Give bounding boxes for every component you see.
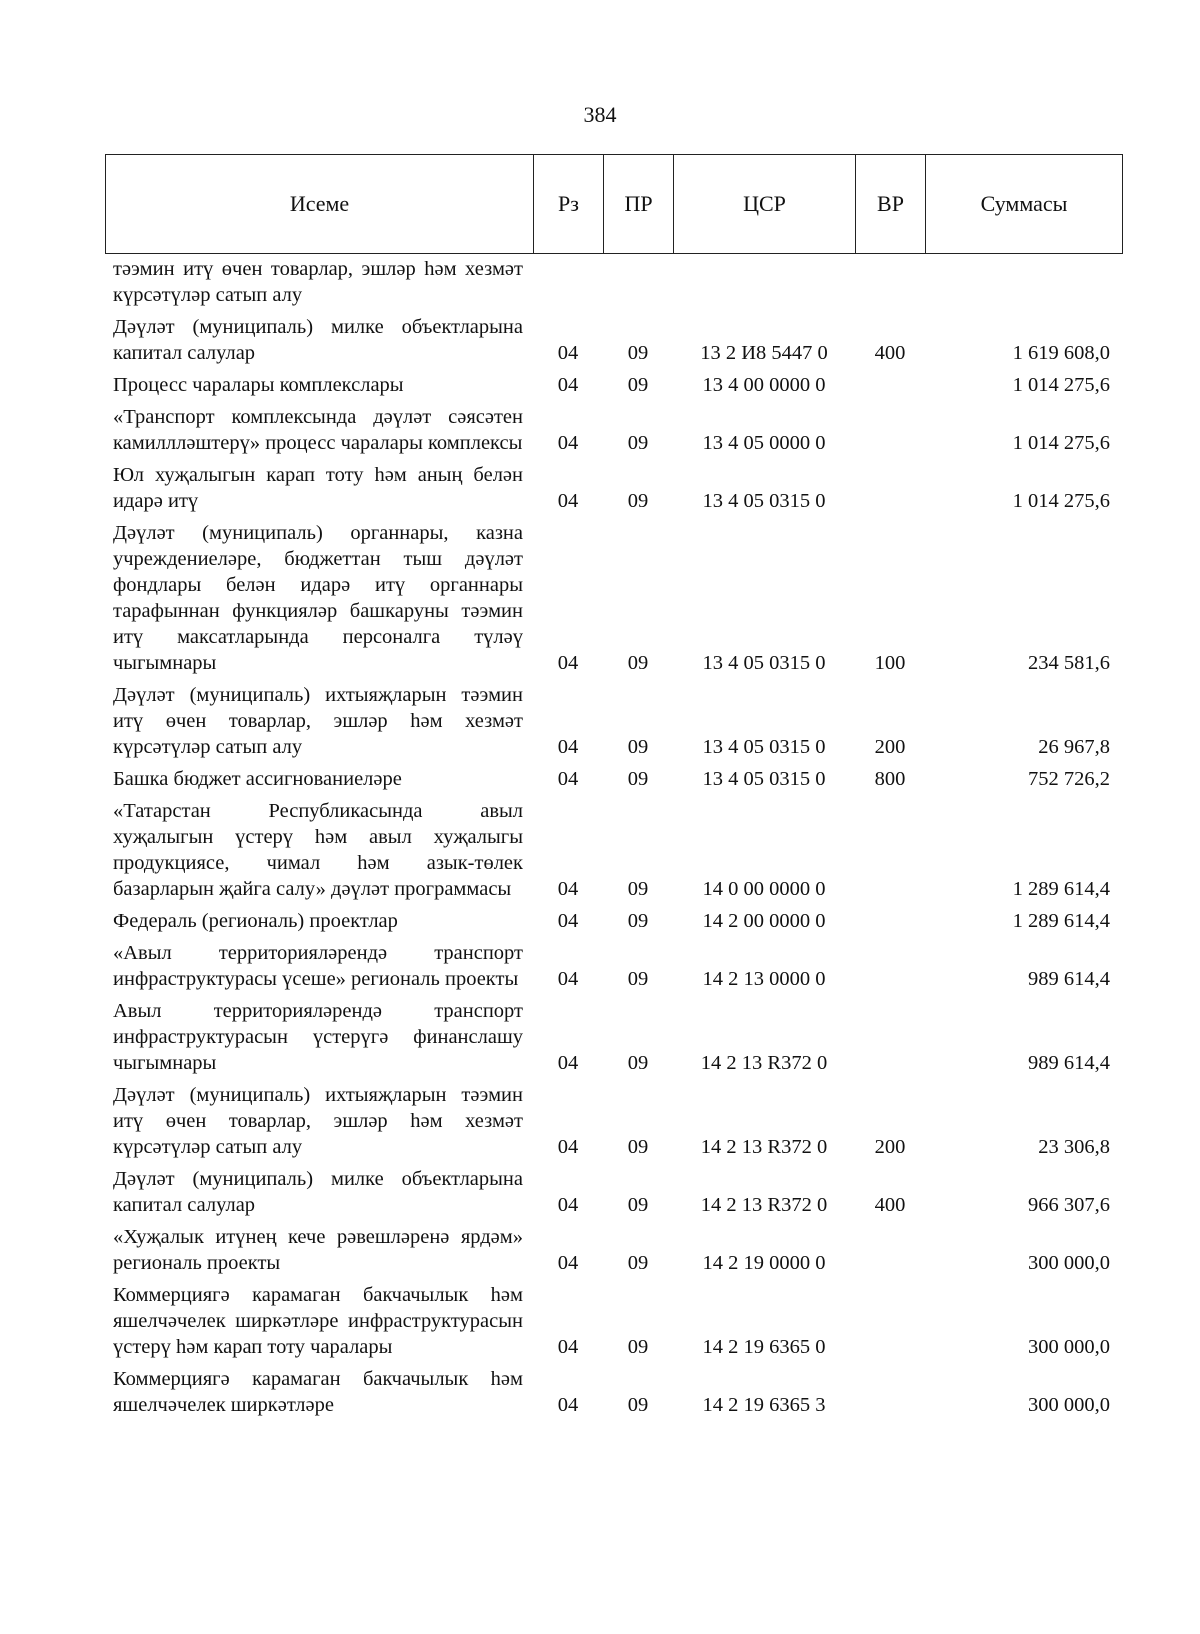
cell-csr: 13 4 05 0315 0	[702, 652, 826, 674]
cell-csr: 13 4 00 0000 0	[702, 374, 826, 396]
cell-csr: 14 2 19 0000 0	[702, 1252, 826, 1274]
cell-pr: 09	[627, 432, 649, 454]
cell-csr: 13 4 05 0000 0	[702, 432, 826, 454]
table-row	[105, 682, 1122, 760]
header-vr: ВР	[856, 155, 926, 254]
cell-csr: 13 4 05 0315 0	[702, 768, 826, 790]
cell-name: «Татарстан Республикасында авыл хуҗалыгын үстерү һәм авыл хуҗалыгы продукциясе, чимал һәм азык-төлек базарларын җайга салу» дәүләт программасы	[113, 800, 523, 900]
cell-sum: 1 289 614,4	[1012, 910, 1110, 932]
cell-sum: 966 307,6	[1028, 1194, 1110, 1216]
cell-csr: 14 2 00 0000 0	[702, 910, 826, 932]
cell-pr: 09	[627, 768, 649, 790]
cell-csr: 13 4 05 0315 0	[702, 736, 826, 758]
cell-pr: 09	[627, 1194, 649, 1216]
cell-sum: 1 014 275,6	[1012, 490, 1110, 512]
header-name: Исеме	[106, 155, 534, 254]
cell-sum: 1 014 275,6	[1012, 432, 1110, 454]
cell-vr: 100	[874, 652, 906, 674]
cell-name: «Хуҗалык итүнең кече рәвешләренә ярдәм» региональ проекты	[113, 1226, 523, 1274]
cell-pr: 09	[627, 1136, 649, 1158]
table-row	[105, 404, 1122, 456]
cell-pr: 09	[627, 374, 649, 396]
header-pr: ПР	[604, 155, 674, 254]
cell-rz: 04	[557, 490, 579, 512]
cell-rz: 04	[557, 1052, 579, 1074]
cell-rz: 04	[557, 432, 579, 454]
cell-pr: 09	[627, 342, 649, 364]
cell-csr: 14 2 13 0000 0	[702, 968, 826, 990]
cell-name: Коммерциягә карамаган бакчачылык һәм яшелчәчелек ширкәтләре инфраструктурасын үстерү һәм карап тоту чаралары	[113, 1284, 523, 1358]
cell-name: «Транспорт комплексында дәүләт сәясәтен камиллләштерү» процесс чаралары комплексы	[113, 406, 523, 454]
cell-pr: 09	[627, 652, 649, 674]
cell-csr: 14 2 13 R372 0	[700, 1052, 828, 1074]
cell-csr: 14 2 13 R372 0	[700, 1136, 828, 1158]
table-row	[105, 1082, 1122, 1160]
table-row	[105, 1366, 1122, 1418]
table-row	[105, 908, 1122, 934]
cell-vr: 200	[874, 736, 906, 758]
table-row	[105, 766, 1122, 792]
cell-vr: 200	[874, 1136, 906, 1158]
cell-name: Дәүләт (муниципаль) милке объектларына капитал салулар	[113, 1168, 523, 1216]
cell-name: Авыл территорияләрендә транспорт инфраструктурасын үстерүгә финанслашу чыгымнары	[113, 1000, 523, 1074]
cell-rz: 04	[557, 1194, 579, 1216]
cell-sum: 23 306,8	[1038, 1136, 1110, 1158]
cell-pr: 09	[627, 1252, 649, 1274]
cell-csr: 14 2 19 6365 3	[702, 1394, 826, 1416]
cell-sum: 300 000,0	[1028, 1394, 1110, 1416]
cell-vr: 400	[874, 1194, 906, 1216]
cell-csr: 13 4 05 0315 0	[702, 490, 826, 512]
cell-name: Процесс чаралары комплекслары	[113, 374, 404, 396]
cell-rz: 04	[557, 736, 579, 758]
table-header	[105, 154, 1123, 254]
cell-name: Юл хуҗалыгын карап тоту һәм аның белән идарә итү	[113, 464, 523, 512]
cell-rz: 04	[557, 878, 579, 900]
cell-pr: 09	[627, 736, 649, 758]
cell-csr: 13 2 И8 5447 0	[700, 342, 828, 364]
cell-name: Дәүләт (муниципаль) ихтыяҗларын тәэмин итү өчен товарлар, эшләр һәм хезмәт күрсәтүләр сатып алу	[113, 1084, 523, 1158]
cell-sum: 752 726,2	[1028, 768, 1110, 790]
cell-rz: 04	[557, 1336, 579, 1358]
cell-rz: 04	[557, 768, 579, 790]
cell-pr: 09	[627, 1052, 649, 1074]
table-body	[105, 256, 1122, 1424]
cell-name: Башка бюджет ассигнованиеләре	[113, 768, 402, 790]
cell-sum: 26 967,8	[1038, 736, 1110, 758]
cell-sum: 1 619 608,0	[1012, 342, 1110, 364]
table-row	[105, 998, 1122, 1076]
table-row	[105, 1224, 1122, 1276]
table-row	[105, 1282, 1122, 1360]
header-csr: ЦСР	[674, 155, 856, 254]
cell-sum: 1 289 614,4	[1012, 878, 1110, 900]
cell-rz: 04	[557, 968, 579, 990]
cell-name: Коммерциягә карамаган бакчачылык һәм яшелчәчелек ширкәтләре	[113, 1368, 523, 1416]
cell-vr: 400	[874, 342, 906, 364]
header-rz: Рз	[534, 155, 604, 254]
cell-rz: 04	[557, 374, 579, 396]
cell-sum: 989 614,4	[1028, 968, 1110, 990]
cell-pr: 09	[627, 910, 649, 932]
cell-pr: 09	[627, 1336, 649, 1358]
cell-rz: 04	[557, 910, 579, 932]
cell-pr: 09	[627, 490, 649, 512]
table-row	[105, 1166, 1122, 1218]
cell-sum: 989 614,4	[1028, 1052, 1110, 1074]
cell-vr: 800	[874, 768, 906, 790]
page-number: 384	[583, 102, 617, 127]
cell-sum: 1 014 275,6	[1012, 374, 1110, 396]
cell-name: Дәүләт (муниципаль) ихтыяҗларын тәэмин итү өчен товарлар, эшләр һәм хезмәт күрсәтүләр сатып алу	[113, 684, 523, 758]
table-row	[105, 520, 1122, 676]
table-row	[105, 314, 1122, 366]
cell-rz: 04	[557, 342, 579, 364]
table-row	[105, 940, 1122, 992]
cell-name: тәэмин итү өчен товарлар, эшләр һәм хезмәт күрсәтүләр сатып алу	[113, 258, 523, 306]
cell-rz: 04	[557, 1252, 579, 1274]
table-row	[105, 256, 1122, 308]
cell-name: Дәүләт (муниципаль) органнары, казна учреждениеләре, бюджеттан тыш дәүләт фондлары белән идарә итү органнары тарафыннан функцияләр башкаруны тәэмин итү максатларында персоналга түләү чыгымнары	[113, 522, 523, 674]
cell-pr: 09	[627, 1394, 649, 1416]
cell-name: «Авыл территорияләрендә транспорт инфраструктурасы үсеше» региональ проекты	[113, 942, 523, 990]
cell-name: Дәүләт (муниципаль) милке объектларына капитал салулар	[113, 316, 523, 364]
cell-rz: 04	[557, 652, 579, 674]
table-row	[105, 462, 1122, 514]
cell-pr: 09	[627, 968, 649, 990]
cell-csr: 14 0 00 0000 0	[702, 878, 826, 900]
cell-name: Федераль (региональ) проектлар	[113, 910, 398, 932]
table-row	[105, 798, 1122, 902]
cell-sum: 300 000,0	[1028, 1252, 1110, 1274]
cell-sum: 234 581,6	[1028, 652, 1110, 674]
cell-sum: 300 000,0	[1028, 1336, 1110, 1358]
cell-csr: 14 2 19 6365 0	[702, 1336, 826, 1358]
cell-csr: 14 2 13 R372 0	[700, 1194, 828, 1216]
cell-pr: 09	[627, 878, 649, 900]
cell-rz: 04	[557, 1394, 579, 1416]
header-sum: Суммасы	[926, 155, 1123, 254]
cell-rz: 04	[557, 1136, 579, 1158]
table-row	[105, 372, 1122, 398]
